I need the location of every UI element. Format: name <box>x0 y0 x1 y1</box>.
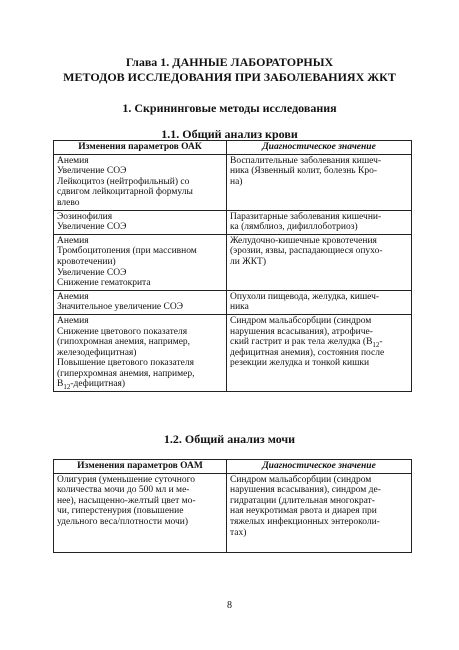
table-header-row <box>54 460 412 474</box>
table-row <box>54 314 412 391</box>
table-row <box>54 210 412 234</box>
chapter-title-line: Глава 1. ДАННЫЕ ЛАБОРАТОРНЫХ <box>125 55 334 69</box>
changes-cell <box>54 290 227 314</box>
cell-line: Лейкоцитоз (нейтрофильный) со <box>57 176 190 187</box>
cell-line: Тромбоцитопения (при массивном <box>57 246 197 257</box>
cell-line: влево <box>57 197 80 208</box>
column-header-significance: Диагностическое значение <box>227 141 412 155</box>
cell-line: ная неукротимая рвота и диарея при <box>230 506 377 517</box>
cell-line: Воспалительные заболевания кишеч- <box>230 155 382 166</box>
cell-line: ли ЖКТ) <box>230 256 267 267</box>
cell-line: дефицитная анемия), состояния после <box>230 347 385 358</box>
chapter-title-line: МЕТОДОВ ИССЛЕДОВАНИЯ ПРИ ЗАБОЛЕВАНИЯХ ЖКТ <box>63 70 396 84</box>
cell-line: $B_{12}-дефицитная$) <box>57 379 126 392</box>
changes-cell <box>54 210 227 234</box>
cell-line: Олигурия (уменьшение суточного <box>57 474 196 485</box>
table-row <box>54 234 412 290</box>
cell-line: Паразитарные заболевания кишечни- <box>230 211 382 222</box>
cell-line: резекции желудка и тонкой кишки <box>230 358 370 369</box>
column-header-significance: Диагностическое значение <box>227 460 412 474</box>
cell-line: Синдром мальабсорбции (синдром <box>230 315 372 326</box>
cell-line: Синдром мальабсорбции (синдром <box>230 474 372 485</box>
cell-line: Анемия <box>57 155 89 166</box>
significance-cell <box>227 314 412 391</box>
cell-line: нарушения всасывания), атрофиче- <box>230 326 373 337</box>
cell-line: Увеличение СОЭ <box>57 166 127 177</box>
table-row <box>54 290 412 314</box>
blood-analysis-title: 1.1. Общий анализ крови <box>161 127 298 141</box>
cell-line: гидратации (длительная многократ- <box>230 495 375 506</box>
column-header-changes: Изменения параметров ОАК <box>54 141 227 155</box>
cell-line: ника <box>230 302 249 313</box>
cell-line: Повышение цветового показателя <box>57 358 194 369</box>
table-row <box>54 473 412 552</box>
significance-cell <box>227 234 412 290</box>
chapter-title <box>0 55 459 85</box>
cell-line: Увеличение СОЭ <box>57 267 127 278</box>
cell-line: нарушения всасывания), синдром де- <box>230 485 381 496</box>
cell-line: Анемия <box>57 315 89 326</box>
cell-line: ника (Язвенный колит, болезнь Кро- <box>230 166 377 177</box>
cell-line: (эрозии, язвы, распадающиеся опухо- <box>230 246 383 257</box>
cell-line: железодефицитная) <box>57 347 137 358</box>
cell-line: на) <box>230 176 243 187</box>
cell-line: количества мочи до 500 мл и ме- <box>57 485 190 496</box>
cell-line: Эозинофилия <box>57 211 113 222</box>
significance-cell <box>227 290 412 314</box>
page-number: 8 <box>227 600 232 611</box>
table-header-row <box>54 141 412 155</box>
changes-cell <box>54 473 227 552</box>
cell-line: тах) <box>230 527 247 538</box>
blood-analysis-table <box>53 140 412 392</box>
urine-analysis-title: 1.2. Общий анализ мочи <box>163 432 296 446</box>
cell-line: Значительное увеличение СОЭ <box>57 302 183 313</box>
urine-analysis-table <box>53 459 412 553</box>
cell-line: нее), насыщенно-желтый цвет мо- <box>57 495 196 506</box>
cell-line: Опухоли пищевода, желудка, кишеч- <box>230 291 380 302</box>
cell-line: ка (лямблиоз, дифиллоботриоз) <box>230 222 358 233</box>
column-header-changes: Изменения параметров ОАМ <box>54 460 227 474</box>
cell-line: Желудочно-кишечные кровотечения <box>230 235 377 246</box>
significance-cell <box>227 210 412 234</box>
section-title: 1. Скрининговые методы исследования <box>122 101 337 115</box>
cell-line: ский гастрит и рак тела желудка ($B_{12}-$ <box>230 337 383 349</box>
cell-line: Анемия <box>57 291 89 302</box>
cell-line: (гипохромная анемия, например, <box>57 337 191 348</box>
changes-cell <box>54 234 227 290</box>
table-row <box>54 154 412 210</box>
cell-line: чи, гиперстенурия (повышение <box>57 506 184 517</box>
cell-line: Анемия <box>57 235 89 246</box>
cell-line: Снижение гематокрита <box>57 278 151 289</box>
cell-line: Снижение цветового показателя <box>57 326 188 337</box>
cell-line: (гиперхромная анемия, например, <box>57 368 195 379</box>
cell-line: тяжелых инфекционных энтероколи- <box>230 516 380 527</box>
significance-cell <box>227 154 412 210</box>
significance-cell <box>227 473 412 552</box>
cell-line: Увеличение СОЭ <box>57 222 127 233</box>
cell-line: сдвигом лейкоцитарной формулы <box>57 187 193 198</box>
cell-line: кровотечении) <box>57 256 116 267</box>
changes-cell <box>54 314 227 391</box>
cell-line: удельного веса/плотности мочи) <box>57 516 189 527</box>
changes-cell <box>54 154 227 210</box>
